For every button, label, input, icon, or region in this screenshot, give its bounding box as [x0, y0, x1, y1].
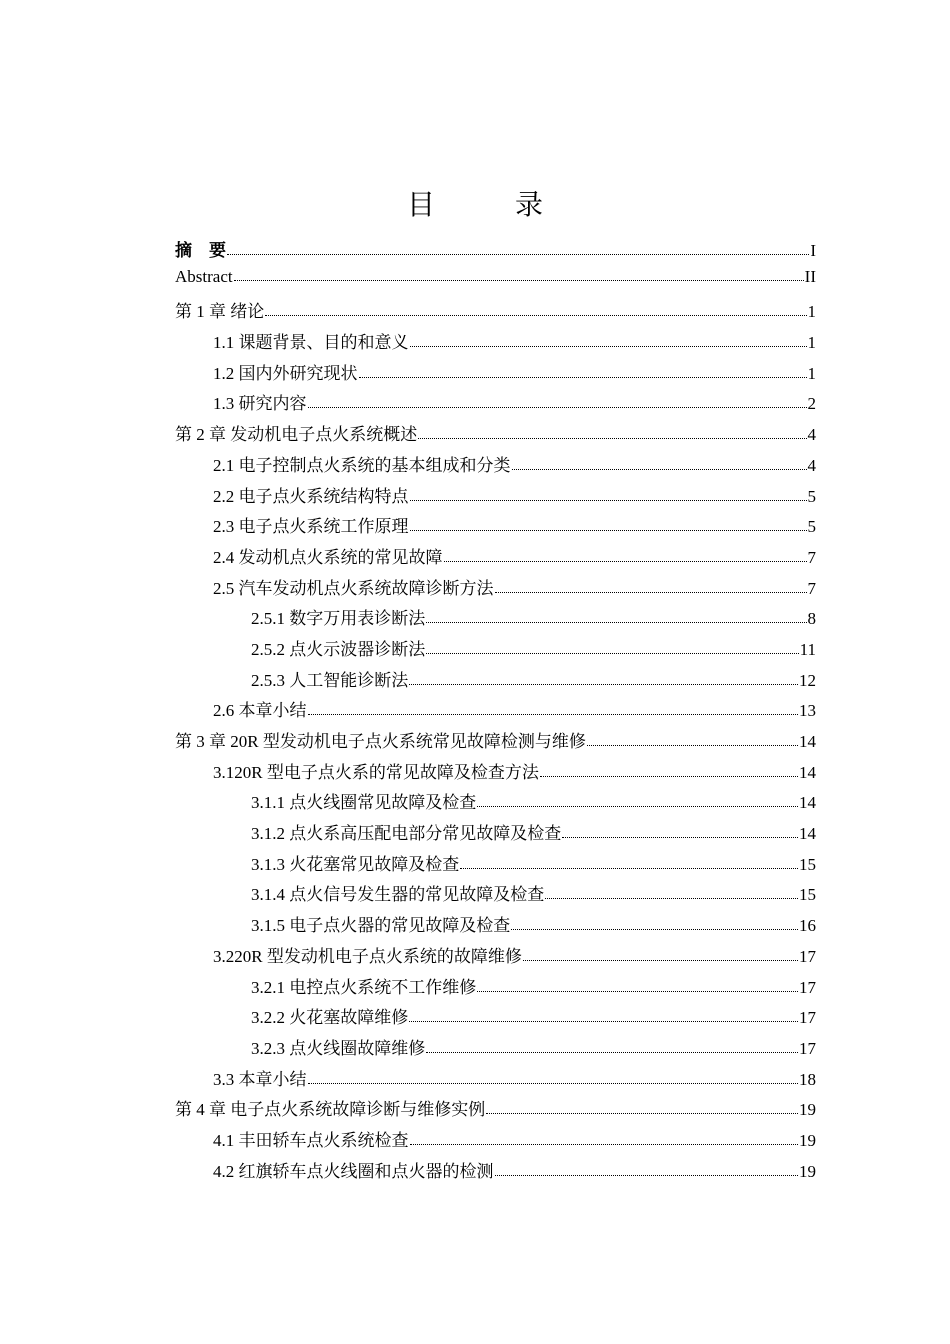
toc-entry-page: 14 [799, 762, 816, 782]
toc-entry-page: 17 [799, 1038, 816, 1058]
toc-entry-page: 17 [799, 977, 816, 997]
toc-entry-title: 2.1 电子控制点火系统的基本组成和分类 [213, 455, 511, 475]
dot-leader [359, 377, 807, 378]
toc-entry-page: 15 [799, 854, 816, 874]
toc-entry[interactable] [175, 911, 816, 942]
toc-entry-page: 12 [799, 670, 816, 690]
toc-entry-title: 摘 要 [175, 241, 226, 260]
toc-entry-page: 19 [799, 1130, 816, 1150]
dot-leader [545, 898, 798, 899]
toc-entry-title: 第 1 章 绪论 [175, 302, 265, 322]
dot-leader [477, 806, 798, 807]
dot-leader [410, 1144, 799, 1145]
toc-entry[interactable] [175, 297, 816, 328]
toc-entry-page: 4 [807, 455, 816, 475]
toc-entry[interactable] [175, 696, 816, 727]
toc-entry[interactable] [175, 1034, 816, 1065]
toc-entry[interactable] [175, 635, 816, 666]
toc-entry-page: 19 [799, 1161, 816, 1181]
toc-entry[interactable] [175, 788, 816, 819]
toc-entry-title: 4.2 红旗轿车点火线圈和点火器的检测 [213, 1161, 494, 1181]
toc-entry-title: 3.1.2 点火系高压配电部分常见故障及检查 [251, 824, 562, 844]
toc-entry-page: 17 [799, 1008, 816, 1028]
toc-entry[interactable] [175, 267, 816, 298]
toc-entry[interactable] [175, 1157, 816, 1188]
toc-entry-title: 2.5.2 点火示波器诊断法 [251, 639, 426, 659]
toc-entry[interactable] [175, 973, 816, 1004]
toc-entry[interactable] [175, 328, 816, 359]
toc-entry[interactable] [175, 850, 816, 881]
toc-entry-title: 1.2 国内外研究现状 [213, 363, 358, 383]
toc-entry-page: 1 [807, 363, 816, 383]
toc-entry-page: 16 [799, 916, 816, 936]
toc-entry[interactable] [175, 819, 816, 850]
toc-entry-title: 1.3 研究内容 [213, 394, 307, 414]
toc-entry[interactable] [175, 236, 816, 267]
dot-leader [486, 1113, 798, 1114]
dot-leader [410, 346, 807, 347]
page-title: 目 录 [406, 190, 569, 221]
dot-leader [409, 684, 798, 685]
toc-entry-title: 2.5.1 数字万用表诊断法 [251, 609, 426, 629]
toc-entry-page: 4 [807, 425, 816, 445]
toc-entry-title: 3.1.3 火花塞常见故障及检查 [251, 854, 460, 874]
toc-entry-page: 17 [799, 946, 816, 966]
dot-leader [308, 407, 807, 408]
toc-entry[interactable] [175, 451, 816, 482]
toc-entry[interactable] [175, 880, 816, 911]
dot-leader [426, 653, 798, 654]
dot-leader [409, 1021, 798, 1022]
dot-leader [410, 500, 807, 501]
toc-entry-page: 1 [807, 302, 816, 322]
toc-entry-title: 2.5.3 人工智能诊断法 [251, 670, 409, 690]
toc-entry-title: 第 3 章 20R 型发动机电子点火系统常见故障检测与维修 [175, 732, 586, 751]
dot-leader [562, 837, 798, 838]
toc-entry-page: 2 [807, 394, 816, 414]
toc-entry-title: 2.2 电子点火系统结构特点 [213, 486, 409, 506]
toc-entry[interactable] [175, 512, 816, 543]
dot-leader [495, 592, 807, 593]
toc-entry-title: 第 2 章 发动机电子点火系统概述 [175, 425, 418, 445]
toc-entry-title: 3.1.4 点火信号发生器的常见故障及检查 [251, 885, 545, 905]
toc-entry-title: 1.1 课题背景、目的和意义 [213, 333, 409, 353]
toc-entry-page: 15 [799, 885, 816, 905]
dot-leader [410, 530, 807, 531]
toc-entry-title: 3.220R 型发动机电子点火系统的故障维修 [213, 946, 522, 966]
toc-entry-title: 2.5 汽车发动机点火系统故障诊断方法 [213, 578, 494, 598]
toc-entry[interactable] [175, 666, 816, 697]
toc-entry[interactable] [175, 1003, 816, 1034]
toc-entry-title: 3.1.1 点火线圈常见故障及检查 [251, 793, 477, 813]
dot-leader [426, 1052, 798, 1053]
toc-entry-page: 14 [799, 793, 816, 813]
toc-entry-page: 5 [807, 486, 816, 506]
dot-leader [426, 622, 806, 623]
toc-entry-page: II [804, 266, 816, 286]
toc-entry-title: Abstract [175, 266, 233, 286]
toc-entry-title: 2.4 发动机点火系统的常见故障 [213, 547, 443, 567]
toc-entry-page: 7 [807, 578, 816, 598]
toc-entry[interactable] [175, 727, 816, 758]
dot-leader [444, 561, 807, 562]
dot-leader [460, 868, 798, 869]
toc-entry[interactable] [175, 574, 816, 605]
toc-entry[interactable] [175, 420, 816, 451]
dot-leader [512, 469, 807, 470]
dot-leader [495, 1175, 799, 1176]
toc-entry-title: 3.2.3 点火线圈故障维修 [251, 1038, 426, 1058]
dot-leader [587, 745, 798, 746]
toc-entry-page: 14 [799, 732, 816, 751]
dot-leader [511, 929, 798, 930]
dot-leader [265, 315, 806, 316]
dot-leader [308, 714, 799, 715]
toc-entry-page: I [810, 241, 816, 260]
toc-entry-title: 3.120R 型电子点火系的常见故障及检查方法 [213, 762, 539, 782]
table-of-contents [175, 236, 816, 1187]
toc-entry-title: 2.6 本章小结 [213, 701, 307, 721]
toc-entry-title: 3.3 本章小结 [213, 1069, 307, 1089]
toc-entry[interactable] [175, 389, 816, 420]
toc-entry[interactable] [175, 942, 816, 973]
toc-entry-page: 18 [799, 1069, 816, 1089]
toc-entry-title: 3.2.1 电控点火系统不工作维修 [251, 977, 477, 997]
toc-entry-title: 2.3 电子点火系统工作原理 [213, 517, 409, 537]
toc-entry-page: 11 [799, 639, 816, 659]
toc-entry[interactable] [175, 758, 816, 789]
toc-entry-title: 第 4 章 电子点火系统故障诊断与维修实例 [175, 1100, 486, 1120]
toc-entry-title: 4.1 丰田轿车点火系统检查 [213, 1130, 409, 1150]
toc-entry-page: 19 [799, 1100, 816, 1120]
toc-entry[interactable] [175, 1126, 816, 1157]
toc-entry[interactable] [175, 1065, 816, 1096]
toc-entry-page: 5 [807, 517, 816, 537]
dot-leader [227, 254, 809, 255]
toc-entry-page: 8 [807, 609, 816, 629]
toc-entry[interactable] [175, 482, 816, 513]
toc-entry[interactable] [175, 359, 816, 390]
toc-entry-page: 1 [807, 333, 816, 353]
toc-entry[interactable] [175, 543, 816, 574]
toc-entry-page: 14 [799, 824, 816, 844]
dot-leader [418, 438, 806, 439]
dot-leader [477, 991, 798, 992]
toc-entry-title: 3.1.5 电子点火器的常见故障及检查 [251, 916, 511, 936]
toc-entry-title: 3.2.2 火花塞故障维修 [251, 1008, 409, 1028]
toc-entry-page: 7 [807, 547, 816, 567]
dot-leader [540, 776, 798, 777]
dot-leader [234, 280, 804, 281]
toc-entry-page: 13 [799, 701, 816, 721]
dot-leader [523, 960, 798, 961]
dot-leader [308, 1083, 799, 1084]
toc-entry[interactable] [175, 1095, 816, 1126]
toc-entry[interactable] [175, 604, 816, 635]
